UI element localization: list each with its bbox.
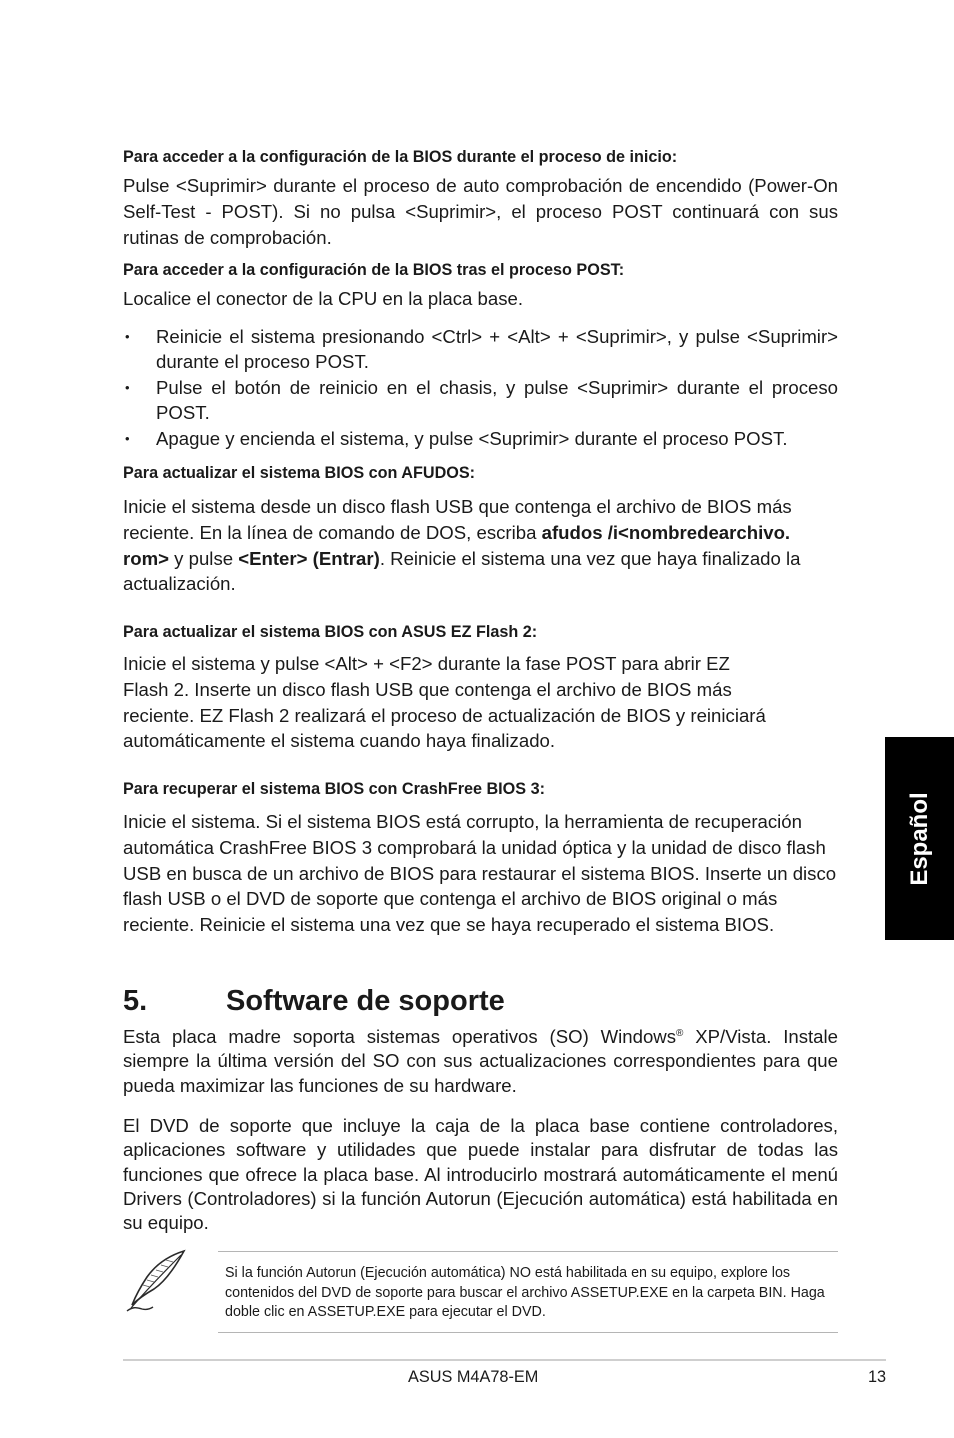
paragraph-ez-flash (123, 651, 838, 754)
afudos-text-2: y pulse (169, 547, 239, 569)
heading-afudos: Para actualizar el sistema BIOS con AFUDOS: (123, 464, 476, 482)
bullet-glyph: • (125, 380, 130, 395)
footer-divider (123, 1359, 886, 1361)
list-item (123, 376, 838, 425)
language-tab (885, 737, 954, 940)
paragraph-crashfree: Inicie el sistema. Si el sistema BIOS está corrupto, la herramienta de recuperación automática CrashFree BIOS 3 comprobará la unidad óptica y la unidad de disco flash USB en busca de un archivo de BIOS para restaurar el sistema BIOS. Inserte un disco flash USB o el DVD de soporte que contenga el archivo de BIOS original o más reciente. Reinicie el sistema una vez que se haya recuperado el sistema BIOS. (123, 811, 837, 936)
paragraph-os-support (123, 1022, 838, 1098)
afudos-command: afudos /i<nombredearchivo. rom> (123, 521, 791, 569)
heading-crashfree: Para recuperar el sistema BIOS con CrashFree BIOS 3: (123, 780, 545, 798)
paragraph-bios-during-boot: Pulse <Suprimir> durante el proceso de auto comprobación de encendido (Power-On Self-Test - POST). Si no pulsa <Suprimir>, el proceso POST continuará con sus rutinas de comprobación. (123, 175, 838, 248)
heading-bios-during-boot: Para acceder a la configuración de la BIOS durante el proceso de inicio: (123, 148, 678, 166)
list-item-text: Reinicie el sistema presionando <Ctrl> + <Alt> + <Suprimir>, y pulse <Suprimir> durante el proceso POST. (156, 326, 838, 372)
language-tab-label: Español (905, 791, 933, 886)
afudos-text-1: Inicie el sistema desde un disco flash USB que contenga el archivo de BIOS más reciente. En la línea de comando de DOS, escriba (123, 496, 792, 543)
section-title-text: Software de soporte (226, 985, 505, 1017)
bullet-glyph: • (125, 329, 130, 344)
bullet-list-post (123, 325, 838, 452)
list-item (123, 325, 838, 374)
os-support-text-1: Esta placa madre soporta sistemas operativos (SO) Windows (123, 1026, 677, 1048)
ez-flash-line: reciente. EZ Flash 2 realizará el proceso de actualización de BIOS y reiniciará (123, 704, 766, 726)
section-number: 5. (123, 985, 148, 1017)
note-text: Si la función Autorun (Ejecución automática) NO está habilitada en su equipo, explore los contenidos del DVD de soporte para buscar el archivo ASSETUP.EXE en la carpeta BIN. Haga doble clic en ASSETUP.EXE para ejecutar el DVD. (225, 1265, 825, 1320)
paragraph-afudos (123, 494, 838, 597)
quill-pen-icon (123, 1249, 189, 1315)
ez-flash-line: automáticamente el sistema cuando haya finalizado. (123, 730, 556, 752)
paragraph-support-dvd: El DVD de soporte que incluye la caja de la placa base contiene controladores, aplicaciones software y utilidades que puede instalar para disfrutar de todas las funciones que ofrece la placa base. Al introducirlo mostrará automáticamente el menú Drivers (Controladores) si la función Autorun (Ejecución automática) está habilitada en su equipo. (123, 1115, 838, 1234)
page-number: 13 (868, 1368, 887, 1386)
heading-bios-after-post: Para acceder a la configuración de la BIOS tras el proceso POST: (123, 261, 625, 279)
list-item-text: Apague y encienda el sistema, y pulse <Suprimir> durante el proceso POST. (156, 428, 788, 449)
bullet-glyph: • (125, 431, 130, 446)
section-title (123, 983, 505, 1019)
ez-flash-line: Inicie el sistema y pulse <Alt> + <F2> durante la fase POST para abrir EZ (123, 653, 730, 674)
enter-key-label: <Enter> (Entrar) (238, 547, 380, 569)
list-item-text: Pulse el botón de reinicio en el chasis, y pulse <Suprimir> durante el proceso POST. (156, 377, 838, 423)
registered-mark: ® (676, 1028, 684, 1039)
ez-flash-line: Flash 2. Inserte un disco flash USB que contenga el archivo de BIOS más (123, 678, 732, 700)
paragraph-locate-cpu: Localice el conector de la CPU en la placa base. (123, 288, 524, 309)
heading-ez-flash: Para actualizar el sistema BIOS con ASUS EZ Flash 2: (123, 623, 538, 641)
list-item (123, 427, 838, 452)
footer-model: ASUS M4A78-EM (408, 1368, 539, 1386)
afudos-text-3: . Reinicie el sistema una vez que haya finalizado la actualización. (123, 547, 801, 595)
note-box (218, 1251, 838, 1333)
os-support-text-2: XP/Vista. Instale siempre la última versión del SO con sus actualizaciones correspondientes para que pueda maximizar las funciones de su hardware. (123, 1026, 838, 1096)
